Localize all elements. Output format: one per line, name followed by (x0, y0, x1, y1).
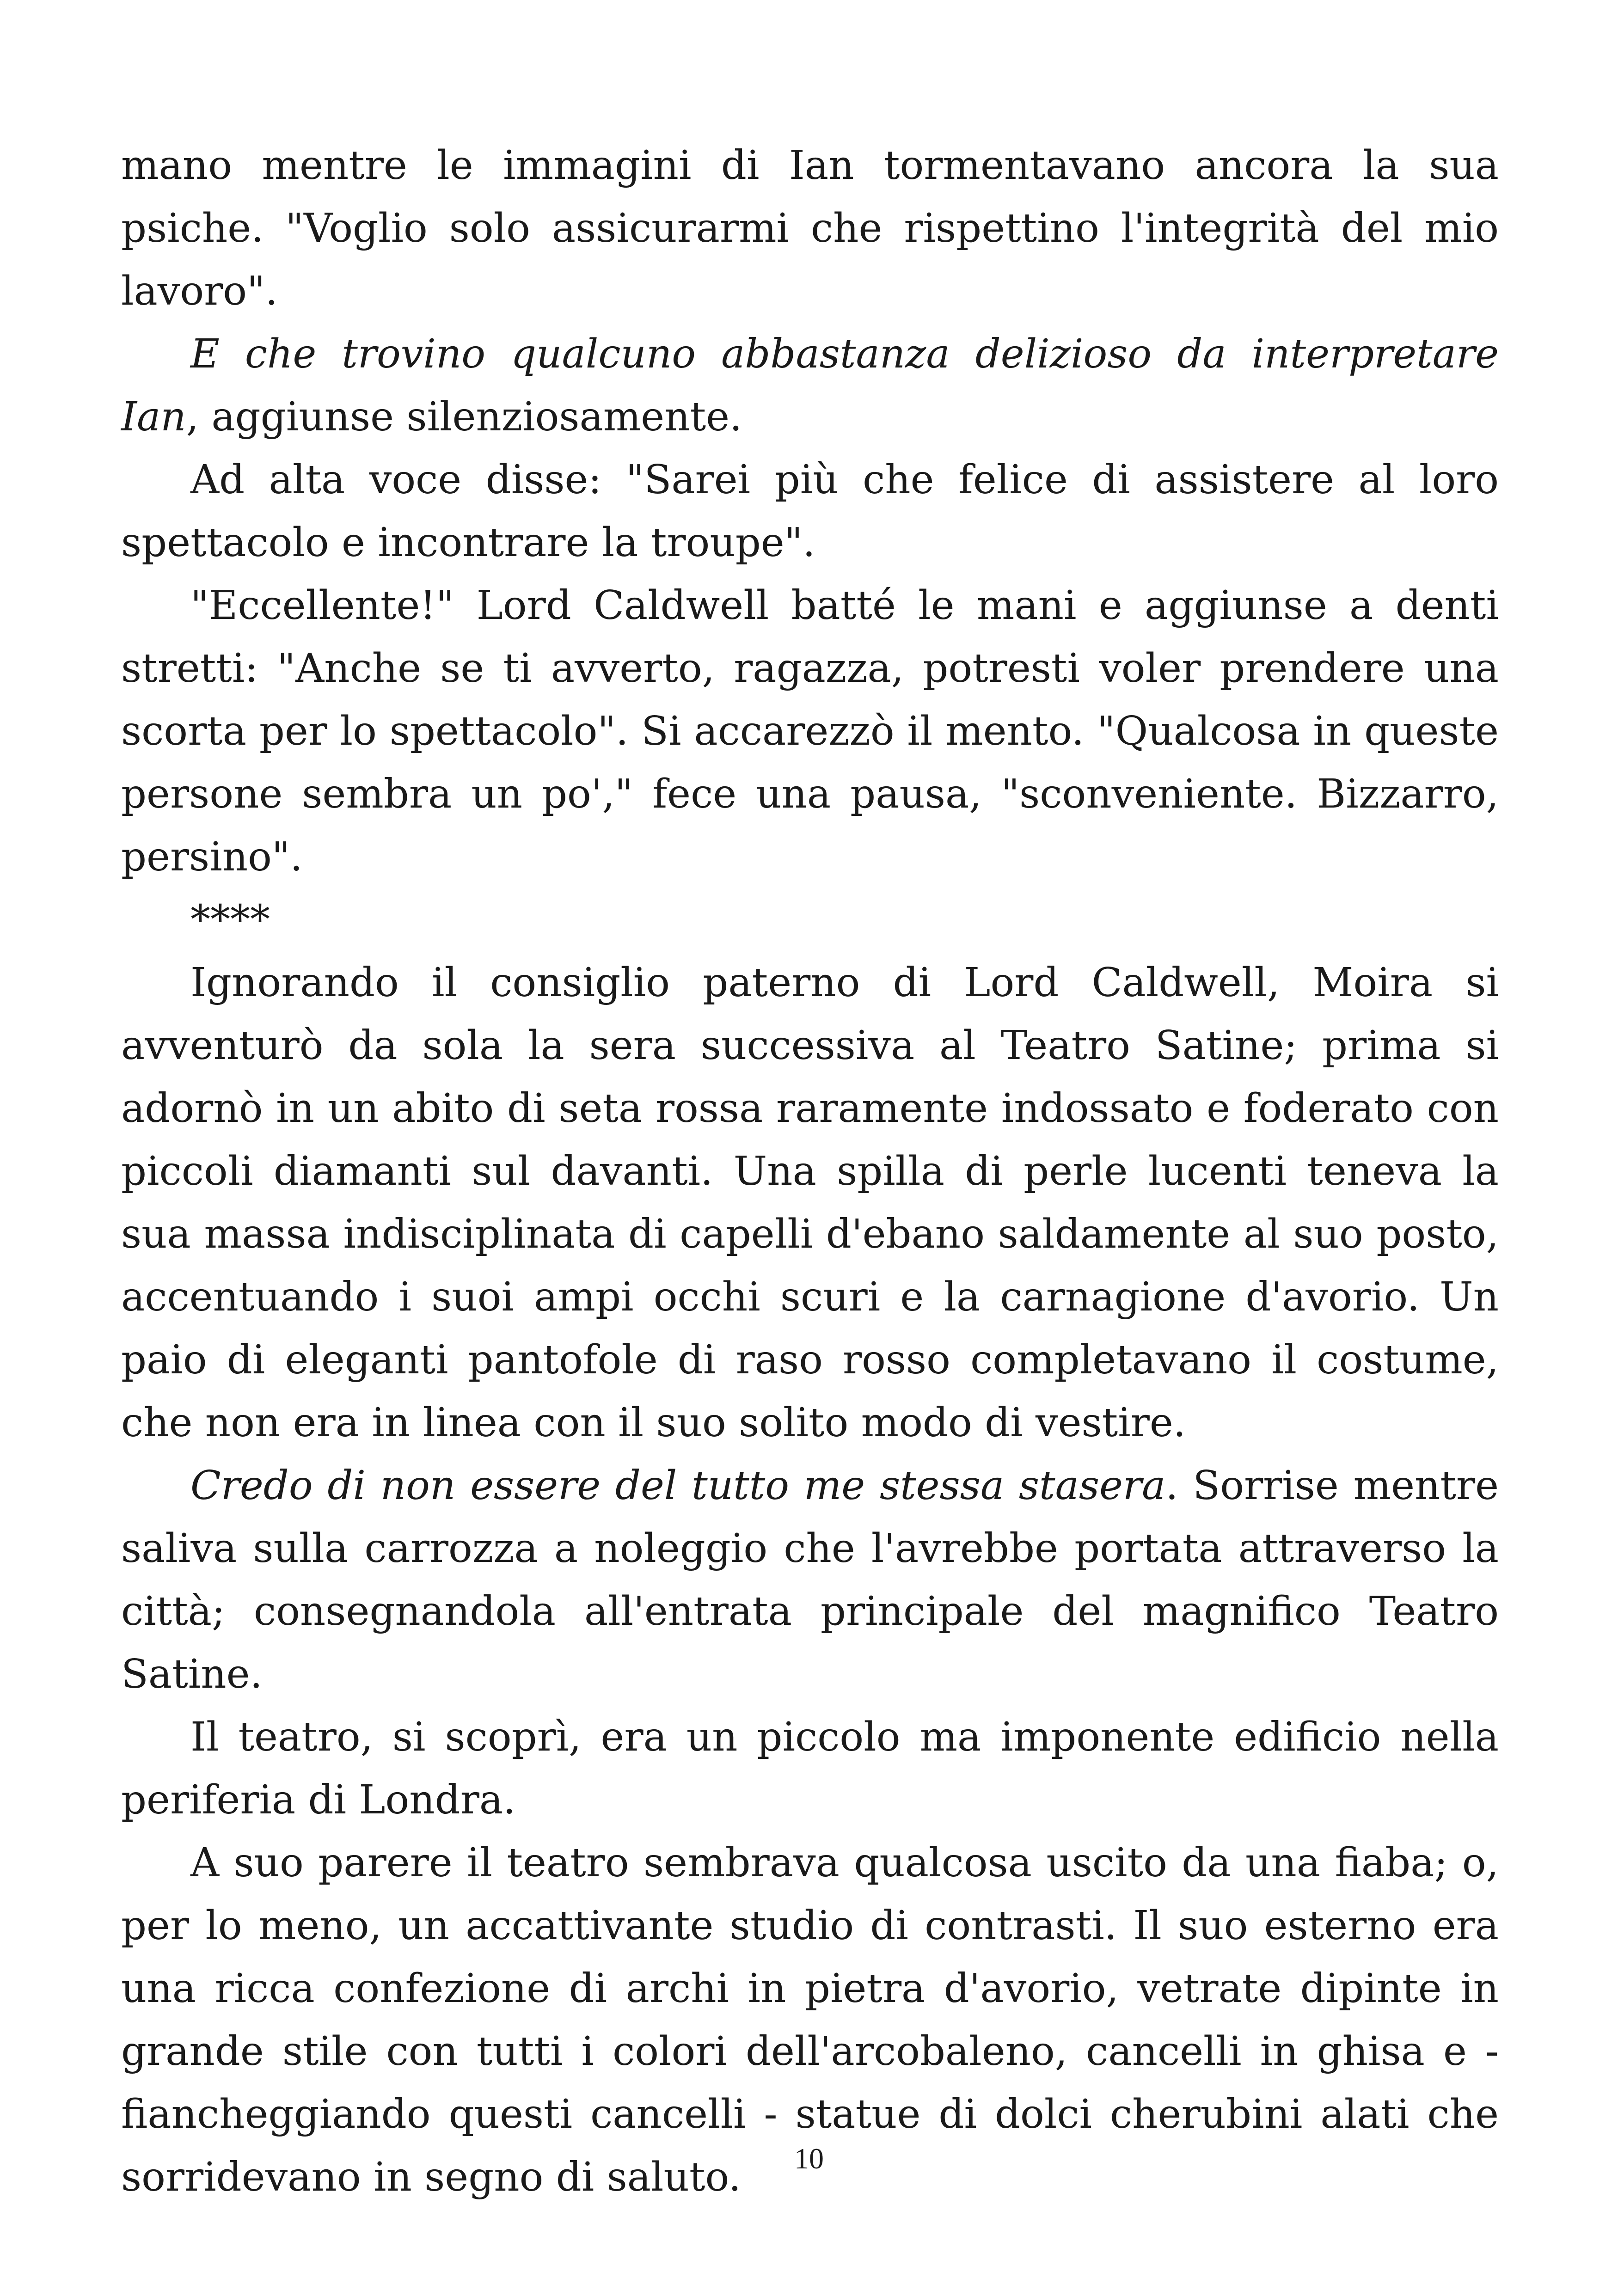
paragraph-rest: , aggiunse silenziosamente. (186, 394, 742, 440)
italic-thought: Credo di non essere del tutto me stessa stasera (190, 1463, 1166, 1509)
paragraph: Il teatro, si scoprì, era un piccolo ma imponente edificio nella periferia di Londra. (121, 1714, 1499, 1823)
paragraph: Ignorando il consiglio paterno di Lord Caldwell, Moira si avventurò da sola la sera successiva al Teatro Satine; prima si adornò in un abito di seta rossa raramente indossato e foderato con piccoli diamanti sul davanti. Una spilla di perle lucenti teneva la sua massa indisciplinata di capelli d'ebano saldamente al suo posto, accentuando i suoi ampi occhi scuri e la carnagione d'avorio. Un paio di eleganti pantofole di raso rosso completavano il costume, che non era in linea con il suo solito modo di vestire. (121, 960, 1499, 1446)
paragraph: A suo parere il teatro sembrava qualcosa uscito da una fiaba; o, per lo meno, un accattivante studio di contrasti. Il suo esterno era una ricca confezione di archi in pietra d'avorio, vetrate dipinte in grande stile con tutti i colori dell'arcobaleno, cancelli in ghisa e - fiancheggiando questi cancelli - statue di dolci cherubini alati che sorridevano in segno di saluto. (121, 1840, 1499, 2200)
italic-thought: E che trovino qualcuno abbastanza delizioso da interpretare Ian (121, 331, 1499, 440)
page-number: 10 (794, 2142, 824, 2175)
paragraph-rest: . Sorrise mentre saliva sulla carrozza a noleggio che l'avrebbe portata attraverso la città; consegnandola all'entrata principale del magnifico Teatro Satine. (121, 1463, 1499, 1697)
paragraph-italic-thought (121, 323, 1499, 448)
paragraph: Ad alta voce disse: "Sarei più che felice di assistere al loro spettacolo e incontrare la troupe". (121, 457, 1499, 566)
paragraph-continuation: mano mentre le immagini di Ian tormentavano ancora la sua psiche. "Voglio solo assicurarmi che rispettino l'integrità del mio lavoro". (121, 142, 1499, 314)
body-text (121, 134, 1499, 2209)
scene-separator: **** (190, 897, 270, 943)
paragraph: "Eccellente!" Lord Caldwell batté le mani e aggiunse a denti stretti: "Anche se ti avverto, ragazza, potresti voler prendere una scorta per lo spettacolo". Si accarezzò il mento. "Qualcosa in queste persone sembra un po'," fece una pausa, "sconveniente. Bizzarro, persino". (121, 582, 1499, 880)
paragraph-italic-thought (121, 1454, 1499, 1706)
